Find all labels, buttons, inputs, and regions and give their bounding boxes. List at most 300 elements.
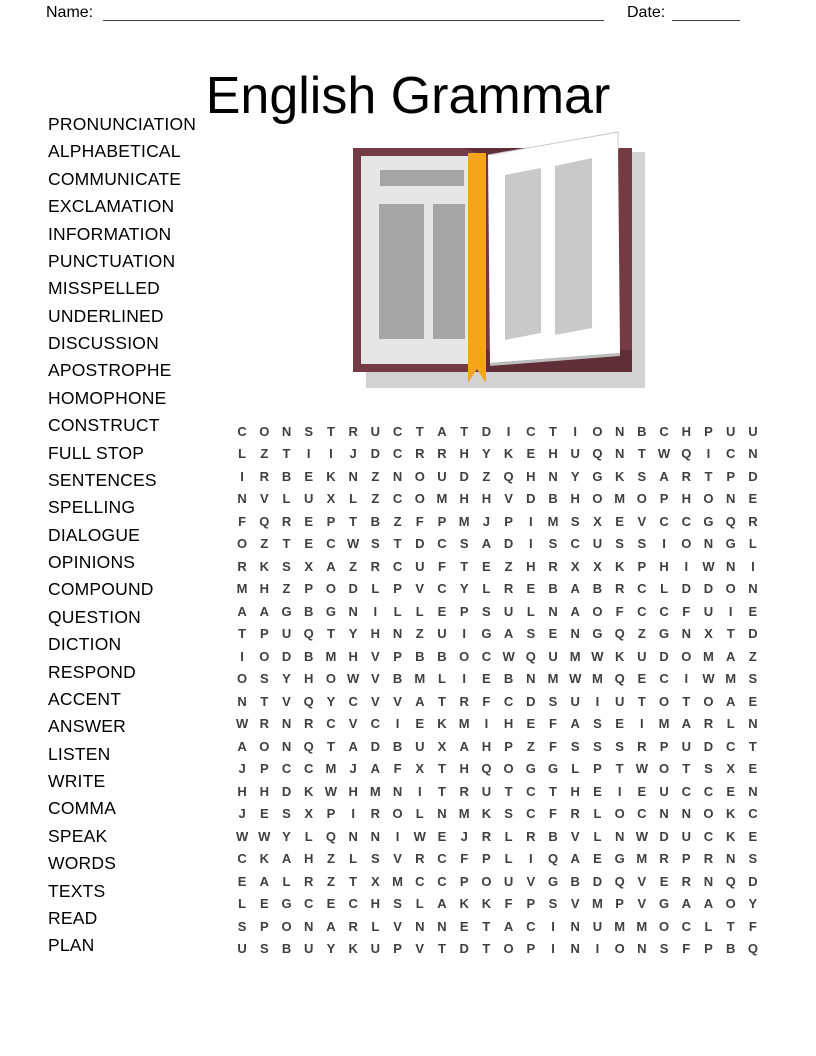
grid-cell: Z bbox=[482, 468, 491, 484]
grid-cell: I bbox=[528, 536, 533, 552]
grid-cell: H bbox=[659, 558, 669, 574]
grid-cell: F bbox=[748, 918, 757, 934]
grid-cell: A bbox=[437, 423, 447, 439]
grid-cell: G bbox=[547, 873, 559, 889]
grid-cell: X bbox=[704, 626, 713, 642]
word-list-item: INFORMATION bbox=[48, 223, 172, 244]
grid-cell: T bbox=[504, 783, 513, 799]
grid-cell: X bbox=[371, 873, 380, 889]
grid-cell: E bbox=[615, 513, 624, 529]
grid-cell: D bbox=[459, 468, 469, 484]
grid-cell: V bbox=[504, 491, 513, 507]
grid-cell: F bbox=[549, 806, 557, 822]
grid-cell: N bbox=[637, 941, 647, 957]
grid-cell: S bbox=[259, 941, 269, 957]
grid-cell: N bbox=[748, 716, 758, 732]
grid-cell: S bbox=[548, 896, 558, 912]
grid-cell: F bbox=[482, 693, 491, 709]
grid-cell: F bbox=[615, 603, 624, 619]
grid-cell: P bbox=[526, 896, 536, 912]
grid-cell: E bbox=[259, 896, 269, 912]
grid-cell: G bbox=[281, 896, 292, 912]
grid-cell: F bbox=[682, 941, 691, 957]
grid-cell: C bbox=[703, 783, 714, 799]
grid-cell: C bbox=[437, 536, 447, 552]
grid-cell: C bbox=[281, 761, 292, 777]
grid-cell: D bbox=[748, 626, 758, 642]
grid-cell: N bbox=[392, 626, 403, 642]
grid-cell: Z bbox=[748, 648, 757, 664]
grid-cell: N bbox=[748, 446, 758, 462]
grid-cell: T bbox=[482, 941, 491, 957]
grid-cell: U bbox=[503, 873, 514, 889]
grid-cell: G bbox=[658, 626, 670, 642]
grid-cell: A bbox=[659, 468, 669, 484]
grid-cell: C bbox=[503, 693, 514, 709]
grid-cell: L bbox=[371, 581, 380, 597]
grid-cell: I bbox=[551, 941, 555, 957]
grid-cell: Z bbox=[349, 558, 358, 574]
grid-cell: T bbox=[726, 626, 735, 642]
grid-cell: A bbox=[259, 873, 269, 889]
grid-cell: B bbox=[392, 738, 403, 754]
grid-cell: N bbox=[548, 603, 558, 619]
grid-cell: T bbox=[615, 761, 624, 777]
grid-cell: Z bbox=[637, 626, 646, 642]
grid-cell: L bbox=[748, 536, 757, 552]
grid-cell: H bbox=[503, 716, 514, 732]
grid-cell: O bbox=[237, 536, 248, 552]
grid-cell: S bbox=[504, 806, 513, 822]
grid-cell: R bbox=[614, 581, 625, 597]
word-list-item: CONSTRUCT bbox=[48, 415, 160, 436]
grid-cell: E bbox=[304, 536, 314, 552]
grid-cell: T bbox=[326, 738, 335, 754]
grid-cell: T bbox=[326, 626, 335, 642]
grid-cell: Y bbox=[748, 896, 758, 912]
grid-cell: A bbox=[437, 896, 447, 912]
grid-cell: C bbox=[570, 536, 580, 552]
grid-cell: J bbox=[238, 761, 246, 777]
grid-cell: K bbox=[481, 806, 492, 822]
grid-cell: I bbox=[528, 851, 533, 867]
grid-cell: E bbox=[415, 716, 425, 732]
page-title: English Grammar bbox=[205, 66, 611, 125]
grid-cell: I bbox=[662, 536, 666, 552]
grid-cell: V bbox=[393, 918, 402, 934]
grid-cell: U bbox=[592, 918, 603, 934]
grid-cell: W bbox=[502, 648, 515, 664]
grid-cell: C bbox=[526, 918, 536, 934]
grid-cell: S bbox=[482, 603, 491, 619]
grid-cell: P bbox=[681, 851, 691, 867]
grid-cell: T bbox=[460, 423, 469, 439]
grid-cell: A bbox=[370, 761, 381, 777]
grid-cell: O bbox=[658, 761, 670, 777]
grid-cell: P bbox=[637, 558, 647, 574]
grid-cell: Y bbox=[326, 693, 336, 709]
grid-cell: I bbox=[706, 446, 711, 462]
grid-cell: R bbox=[237, 558, 247, 574]
grid-cell: P bbox=[504, 513, 513, 529]
grid-cell: P bbox=[393, 581, 402, 597]
grid-cell: N bbox=[748, 783, 758, 799]
grid-cell: E bbox=[615, 716, 624, 732]
grid-cell: T bbox=[260, 693, 269, 709]
grid-cell: D bbox=[703, 738, 714, 754]
grid-cell: R bbox=[570, 806, 580, 822]
grid-cell: A bbox=[503, 626, 514, 642]
grid-cell: R bbox=[503, 581, 514, 597]
grid-cell: E bbox=[482, 671, 491, 687]
grid-cell: R bbox=[348, 423, 358, 439]
grid-cell: N bbox=[281, 738, 292, 754]
grid-cell: Z bbox=[371, 491, 380, 507]
grid-cell: U bbox=[503, 603, 514, 619]
grid-cell: Q bbox=[592, 446, 603, 462]
grid-cell: E bbox=[326, 896, 336, 912]
grid-cell: R bbox=[526, 828, 536, 844]
grid-cell: N bbox=[237, 693, 247, 709]
grid-cell: I bbox=[595, 693, 600, 709]
grid-cell: W bbox=[702, 671, 715, 687]
grid-cell: B bbox=[637, 423, 647, 439]
grid-cell: X bbox=[304, 806, 314, 822]
grid-cell: X bbox=[304, 558, 314, 574]
grid-cell: I bbox=[484, 716, 489, 732]
grid-cell: Z bbox=[393, 513, 402, 529]
grid-cell: W bbox=[413, 828, 426, 844]
grid-cell: F bbox=[549, 738, 557, 754]
grid-cell: N bbox=[570, 941, 580, 957]
grid-cell: C bbox=[326, 536, 336, 552]
grid-cell: Y bbox=[282, 671, 291, 687]
grid-cell: S bbox=[570, 738, 580, 754]
grid-cell: A bbox=[570, 716, 580, 732]
grid-cell: O bbox=[259, 738, 270, 754]
grid-cell: E bbox=[593, 851, 602, 867]
grid-cell: O bbox=[259, 423, 270, 439]
grid-cell: N bbox=[570, 918, 580, 934]
word-list-item: RESPOND bbox=[48, 661, 136, 682]
grid-cell: Z bbox=[415, 626, 424, 642]
grid-cell: L bbox=[504, 851, 513, 867]
grid-cell: O bbox=[636, 491, 647, 507]
grid-cell: Q bbox=[547, 851, 559, 867]
word-list-item: COMMA bbox=[48, 798, 117, 819]
grid-cell: R bbox=[459, 693, 469, 709]
grid-cell: U bbox=[570, 446, 580, 462]
grid-cell: A bbox=[348, 738, 358, 754]
grid-cell: D bbox=[281, 648, 292, 664]
grid-cell: S bbox=[748, 851, 758, 867]
word-list-item: PLAN bbox=[48, 935, 95, 956]
grid-cell: V bbox=[371, 671, 380, 687]
grid-cell: W bbox=[702, 558, 715, 574]
grid-cell: T bbox=[482, 918, 491, 934]
grid-cell: N bbox=[370, 828, 381, 844]
grid-cell: Q bbox=[725, 873, 736, 889]
grid-cell: L bbox=[282, 491, 291, 507]
grid-cell: T bbox=[726, 918, 735, 934]
grid-cell: S bbox=[304, 423, 314, 439]
grid-cell: B bbox=[725, 941, 736, 957]
grid-cell: G bbox=[592, 468, 603, 484]
grid-cell: U bbox=[725, 423, 736, 439]
grid-cell: I bbox=[395, 828, 400, 844]
grid-cell: S bbox=[615, 536, 624, 552]
word-list-item: COMPOUND bbox=[48, 579, 154, 600]
grid-cell: X bbox=[593, 513, 602, 529]
grid-cell: B bbox=[548, 828, 558, 844]
grid-cell: O bbox=[237, 671, 248, 687]
grid-cell: E bbox=[748, 603, 758, 619]
grid-cell: Q bbox=[303, 738, 314, 754]
grid-cell: M bbox=[636, 918, 648, 934]
grid-cell: K bbox=[259, 851, 269, 867]
grid-cell: O bbox=[658, 693, 670, 709]
grid-cell: D bbox=[592, 873, 603, 889]
grid-cell: L bbox=[393, 603, 402, 619]
grid-cell: S bbox=[593, 716, 602, 732]
grid-cell: G bbox=[481, 626, 492, 642]
grid-cell: D bbox=[348, 581, 358, 597]
grid-cell: H bbox=[370, 626, 381, 642]
grid-cell: A bbox=[415, 693, 425, 709]
grid-cell: H bbox=[548, 446, 558, 462]
grid-cell: W bbox=[591, 648, 604, 664]
grid-cell: R bbox=[259, 716, 269, 732]
word-list-item: MISSPELLED bbox=[48, 278, 160, 299]
grid-cell: Q bbox=[614, 671, 625, 687]
grid-cell: G bbox=[592, 626, 603, 642]
grid-cell: O bbox=[592, 603, 603, 619]
grid-cell: H bbox=[459, 761, 469, 777]
bookmark-ribbon bbox=[468, 153, 486, 383]
grid-cell: A bbox=[681, 896, 691, 912]
grid-cell: H bbox=[348, 783, 358, 799]
left-page-header-block bbox=[380, 170, 464, 186]
grid-cell: E bbox=[748, 693, 758, 709]
grid-cell: C bbox=[681, 783, 691, 799]
grid-cell: R bbox=[703, 851, 714, 867]
grid-cell: S bbox=[526, 626, 536, 642]
grid-cell: N bbox=[703, 536, 714, 552]
grid-cell: Z bbox=[260, 536, 269, 552]
grid-cell: B bbox=[370, 513, 381, 529]
grid-cell: E bbox=[548, 626, 558, 642]
grid-cell: D bbox=[415, 536, 425, 552]
grid-cell: P bbox=[659, 738, 669, 754]
grid-cell: N bbox=[392, 468, 403, 484]
grid-cell: L bbox=[593, 828, 602, 844]
grid-cell: G bbox=[658, 896, 670, 912]
grid-cell: R bbox=[415, 851, 425, 867]
grid-cell: K bbox=[614, 558, 625, 574]
grid-cell: J bbox=[238, 806, 246, 822]
grid-cell: N bbox=[703, 873, 714, 889]
grid-cell: D bbox=[459, 941, 469, 957]
grid-cell: R bbox=[659, 851, 669, 867]
grid-cell: E bbox=[726, 783, 736, 799]
grid-cell: Q bbox=[259, 513, 270, 529]
grid-cell: K bbox=[459, 896, 469, 912]
grid-cell: S bbox=[259, 671, 269, 687]
grid-cell: P bbox=[459, 873, 469, 889]
grid-cell: V bbox=[637, 513, 647, 529]
grid-cell: B bbox=[548, 491, 558, 507]
grid-cell: W bbox=[324, 783, 338, 799]
grid-cell: A bbox=[503, 918, 514, 934]
grid-cell: L bbox=[304, 828, 313, 844]
grid-cell: N bbox=[725, 558, 736, 574]
grid-cell: I bbox=[684, 671, 689, 687]
grid-cell: O bbox=[703, 693, 714, 709]
grid-cell: L bbox=[571, 761, 580, 777]
grid-cell: Z bbox=[504, 558, 513, 574]
grid-cell: U bbox=[237, 941, 247, 957]
grid-cell: M bbox=[458, 806, 470, 822]
grid-cell: R bbox=[703, 716, 714, 732]
grid-cell: U bbox=[681, 828, 691, 844]
grid-cell: I bbox=[240, 468, 244, 484]
grid-cell: Q bbox=[303, 626, 314, 642]
grid-cell: E bbox=[482, 558, 491, 574]
grid-cell: E bbox=[437, 828, 447, 844]
grid-cell: T bbox=[637, 693, 646, 709]
grid-cell: V bbox=[393, 851, 402, 867]
grid-cell: P bbox=[393, 648, 402, 664]
grid-cell: N bbox=[681, 626, 691, 642]
grid-cell: E bbox=[748, 491, 758, 507]
grid-cell: Q bbox=[303, 693, 314, 709]
grid-cell: Z bbox=[326, 873, 335, 889]
word-list bbox=[48, 111, 196, 960]
grid-cell: R bbox=[370, 806, 381, 822]
grid-cell: F bbox=[549, 716, 557, 732]
grid-cell: U bbox=[681, 738, 691, 754]
grid-cell: B bbox=[281, 468, 292, 484]
grid-cell: Q bbox=[525, 648, 536, 664]
grid-cell: H bbox=[237, 783, 247, 799]
grid-cell: O bbox=[725, 896, 736, 912]
grid-cell: C bbox=[237, 851, 247, 867]
grid-cell: B bbox=[392, 671, 403, 687]
grid-cell: N bbox=[614, 423, 625, 439]
right-page-column-block bbox=[555, 158, 592, 335]
grid-cell: U bbox=[481, 783, 492, 799]
grid-cell: W bbox=[347, 536, 360, 552]
grid-cell: I bbox=[306, 446, 311, 462]
grid-cell: P bbox=[704, 423, 713, 439]
grid-cell: K bbox=[348, 941, 358, 957]
grid-cell: M bbox=[658, 716, 670, 732]
grid-cell: C bbox=[637, 806, 647, 822]
grid-cell: C bbox=[437, 851, 447, 867]
grid-cell: E bbox=[259, 806, 269, 822]
grid-cell: D bbox=[370, 446, 381, 462]
grid-cell: V bbox=[259, 491, 269, 507]
grid-cell: N bbox=[392, 783, 403, 799]
grid-cell: X bbox=[593, 558, 602, 574]
grid-cell: U bbox=[748, 423, 758, 439]
grid-cell: N bbox=[237, 491, 247, 507]
grid-cell: C bbox=[481, 648, 492, 664]
grid-cell: Z bbox=[282, 581, 291, 597]
grid-cell: T bbox=[282, 446, 291, 462]
grid-cell: P bbox=[526, 941, 536, 957]
grid-cell: D bbox=[526, 693, 536, 709]
grid-cell: C bbox=[659, 423, 669, 439]
grid-cell: O bbox=[592, 491, 603, 507]
grid-cell: O bbox=[259, 648, 270, 664]
grid-cell: J bbox=[460, 828, 468, 844]
word-list-item: PRONUNCIATION bbox=[48, 114, 197, 134]
grid-cell: U bbox=[637, 648, 647, 664]
grid-cell: L bbox=[349, 491, 358, 507]
grid-cell: S bbox=[637, 536, 647, 552]
grid-cell: R bbox=[481, 828, 492, 844]
word-list-item: FULL STOP bbox=[48, 442, 145, 463]
grid-cell: I bbox=[595, 941, 600, 957]
grid-cell: Q bbox=[747, 941, 758, 957]
grid-cell: N bbox=[281, 716, 292, 732]
grid-cell: F bbox=[238, 513, 247, 529]
grid-cell: S bbox=[659, 941, 669, 957]
grid-cell: F bbox=[504, 896, 513, 912]
grid-cell: A bbox=[703, 896, 714, 912]
grid-cell: C bbox=[725, 738, 736, 754]
grid-cell: H bbox=[526, 468, 536, 484]
grid-cell: Y bbox=[459, 581, 469, 597]
grid-cell: E bbox=[748, 828, 758, 844]
grid-cell: O bbox=[459, 648, 470, 664]
grid-cell: M bbox=[392, 873, 403, 889]
grid-cell: R bbox=[681, 873, 691, 889]
grid-cell: V bbox=[526, 873, 536, 889]
grid-cell: N bbox=[570, 626, 580, 642]
grid-cell: S bbox=[593, 738, 602, 754]
grid-cell: R bbox=[304, 716, 314, 732]
grid-cell: T bbox=[438, 693, 446, 709]
grid-cell: M bbox=[547, 671, 559, 687]
grid-cell: C bbox=[415, 873, 425, 889]
grid-cell: P bbox=[326, 513, 336, 529]
grid-cell: L bbox=[726, 716, 735, 732]
grid-cell: N bbox=[659, 806, 669, 822]
grid-cell: R bbox=[459, 783, 469, 799]
grid-cell: Q bbox=[325, 828, 336, 844]
grid-cell: O bbox=[703, 806, 714, 822]
grid-cell: L bbox=[349, 851, 358, 867]
grid-cell: C bbox=[437, 873, 447, 889]
grid-cell: P bbox=[482, 851, 491, 867]
grid-cell: C bbox=[526, 806, 536, 822]
word-list-item: UNDERLINED bbox=[48, 305, 164, 326]
grid-cell: I bbox=[462, 671, 466, 687]
grid-cell: I bbox=[728, 603, 733, 619]
grid-cell: K bbox=[259, 558, 269, 574]
grid-cell: H bbox=[481, 738, 492, 754]
grid-cell: Q bbox=[481, 761, 492, 777]
grid-cell: M bbox=[592, 671, 603, 687]
grid-cell: U bbox=[370, 941, 381, 957]
word-list-item: DISCUSSION bbox=[48, 333, 159, 353]
grid-cell: M bbox=[592, 896, 603, 912]
grid-cell: W bbox=[635, 761, 648, 777]
grid-cell: A bbox=[570, 581, 580, 597]
grid-cell: U bbox=[614, 693, 625, 709]
